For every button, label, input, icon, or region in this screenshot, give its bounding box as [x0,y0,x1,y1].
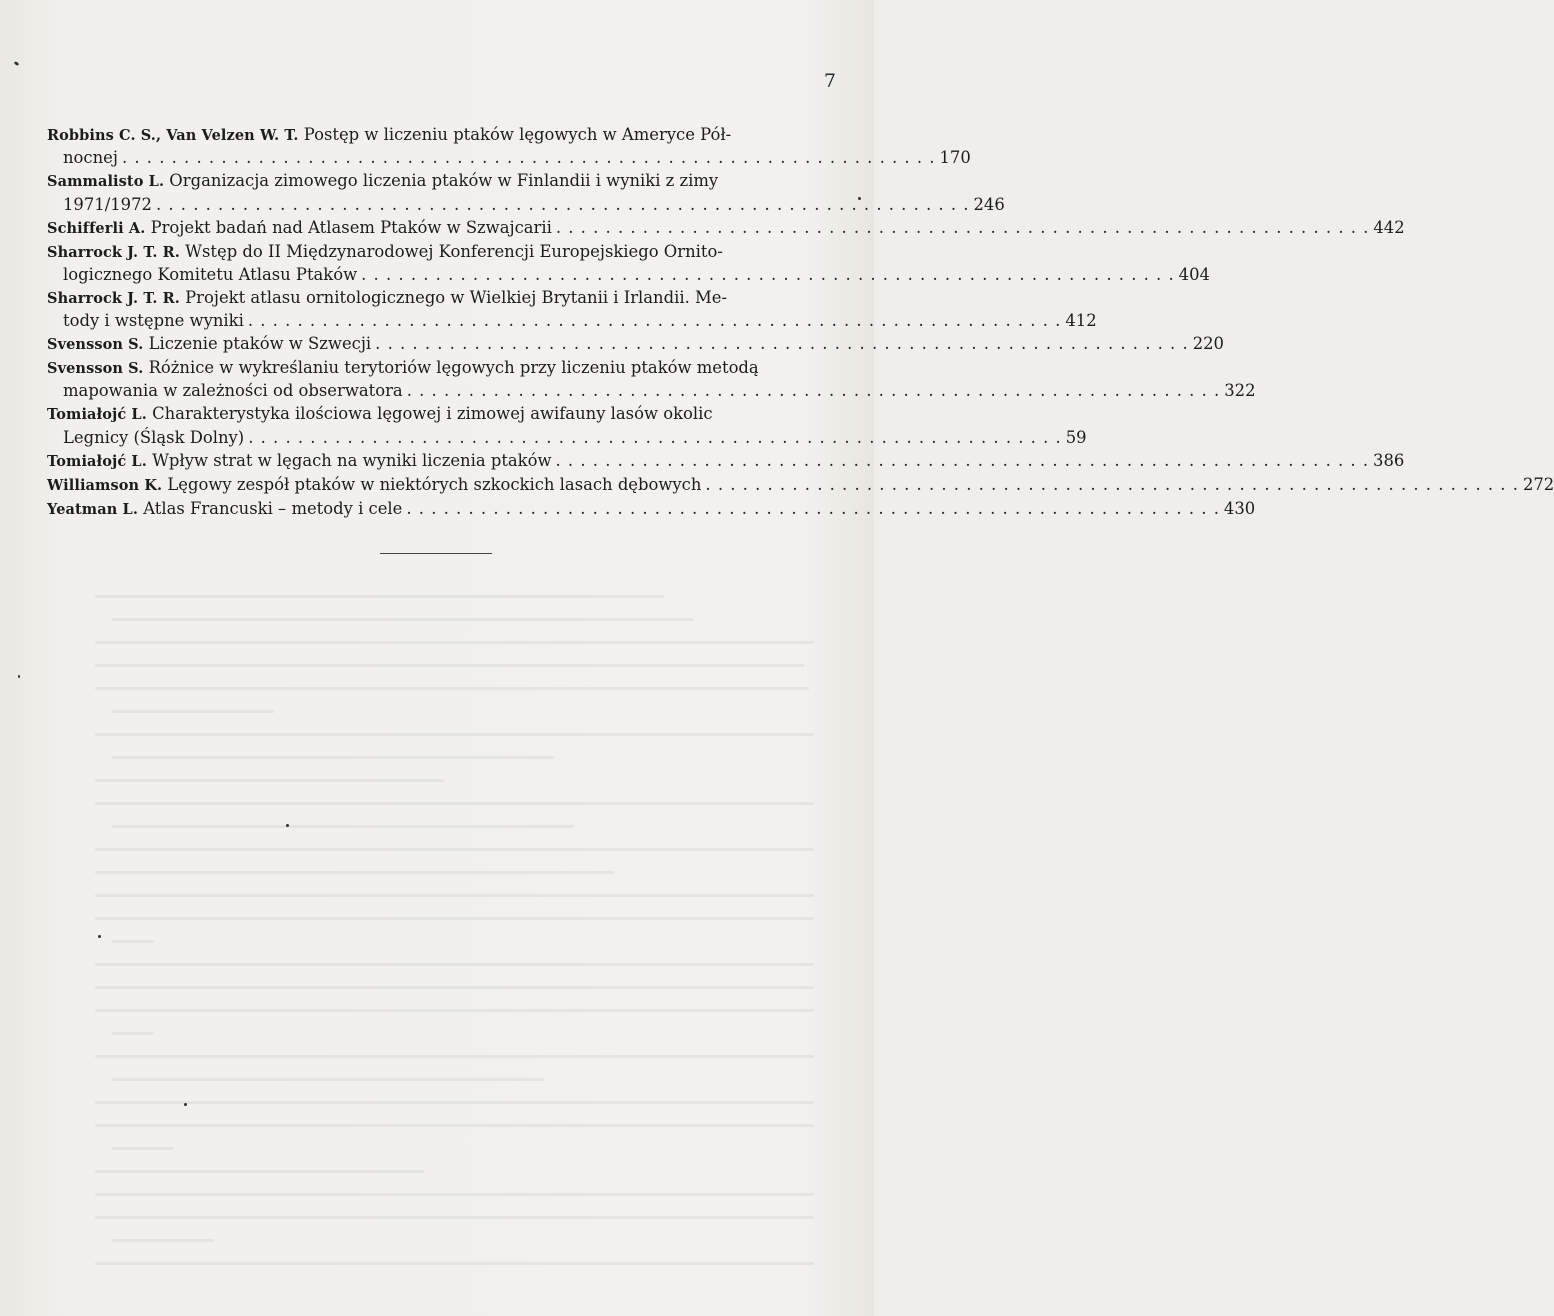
entry-title-continued: 1971/1972 [63,194,152,214]
entry-title-continued: Legnicy (Śląsk Dolny) [63,427,245,447]
entry-first-line [47,241,838,264]
entry-author: Sammalisto L. [47,173,165,191]
entry-title: Postęp w liczeniu ptaków lęgowych w Ameryce Pół- [298,125,732,144]
entry-first-line [47,287,838,310]
entry-first-line [47,357,838,380]
entry-page: 442 [1373,217,1405,237]
entry-author: Svensson S. [47,336,144,354]
leader-dots [701,475,1523,494]
entry-author: Sharrock J. T. R. [47,289,180,307]
entry-author: Tomiałojć L. [47,406,147,424]
entry-page: 412 [1065,311,1097,331]
leader-dots [244,428,1066,447]
entry-title: Wpływ strat w lęgach na wyniki liczenia ptaków [146,450,552,470]
entry-author: Tomiałojć L. [47,452,147,470]
entry-title: Wstęp do II Międzynarodowej Konferencji Europejskiego Ornito- [179,241,723,261]
index-entry [47,498,1256,521]
author-index-list [47,124,1554,521]
entry-title: Lęgowy zespół ptaków w niektórych szkockich lasach dębowych [162,474,702,494]
leader-dots [403,381,1225,400]
leader-dots [244,311,1066,330]
entry-last-line [47,380,1256,402]
entry-first-line [47,403,838,426]
entry-page: 386 [1373,450,1405,470]
entry-last-line [47,194,1005,216]
entry-page: 246 [973,194,1005,214]
leader-dots [357,265,1179,284]
index-entry [47,403,1087,449]
entry-author: Williamson K. [47,476,163,494]
entry-page: 220 [1192,334,1224,354]
index-entry [47,217,1405,240]
index-entry [47,241,1210,287]
entry-single-line [47,474,1554,497]
entry-single-line [47,217,1405,240]
entry-title: Organizacja zimowego liczenia ptaków w Finlandii i wyniki z zimy [164,171,719,191]
entry-title-continued: mapowania w zależności od obserwatora [63,381,403,401]
entry-title-continued: tody i wstępne wyniki [63,311,244,331]
entry-page: 272 [1522,474,1554,494]
entry-author: Sharrock J. T. R. [47,243,180,261]
entry-single-line [47,498,1256,521]
entry-page: 170 [939,148,971,168]
leader-dots [152,195,974,214]
index-entry [47,333,1224,356]
entry-author: Svensson S. [47,360,144,378]
leader-dots [402,499,1224,518]
index-entry [47,124,971,170]
entry-single-line [47,450,1405,473]
entry-title: Charakterystyka ilościowa lęgowej i zimowej awifauny lasów okolic [146,404,713,424]
index-entry [47,474,1554,497]
page-number: 7 [823,70,836,92]
entry-title: Projekt badań nad Atlasem Ptaków w Szwajcarii [145,217,552,237]
entry-title: Różnice w wykreślaniu terytoriów lęgowych przy liczeniu ptaków metodą [143,358,759,378]
entry-single-line [47,333,1224,356]
entry-first-line [47,124,838,147]
leader-dots [118,148,940,167]
leader-dots [552,451,1374,470]
index-entry [47,170,1005,216]
entry-last-line [47,310,1097,332]
leader-dots [371,334,1193,353]
entry-page: 59 [1065,427,1087,447]
index-entry [47,287,1097,333]
leader-dots [552,218,1374,237]
entry-page: 322 [1224,381,1256,401]
entry-first-line [47,170,838,193]
entry-last-line [47,147,971,169]
entry-author: Yeatman L. [47,500,138,518]
index-entry [47,357,1256,403]
entry-title: Atlas Francuski – metody i cele [137,498,403,518]
entry-title-continued: logicznego Komitetu Atlasu Ptaków [63,264,358,284]
entry-page: 404 [1178,264,1210,284]
entry-last-line [47,427,1087,449]
entry-page: 430 [1223,498,1256,518]
entry-title: Liczenie ptaków w Szwecji [143,334,372,354]
entry-title: Projekt atlasu ornitologicznego w Wielkiej Brytanii i Irlandii. Me- [179,287,728,307]
entry-title-continued: nocnej [63,148,118,168]
entry-last-line [47,264,1210,286]
index-entry [47,450,1405,473]
entry-author: Robbins C. S., Van Velzen W. T. [47,127,299,144]
section-divider-rule [380,553,492,554]
entry-author: Schifferli A. [47,219,146,237]
